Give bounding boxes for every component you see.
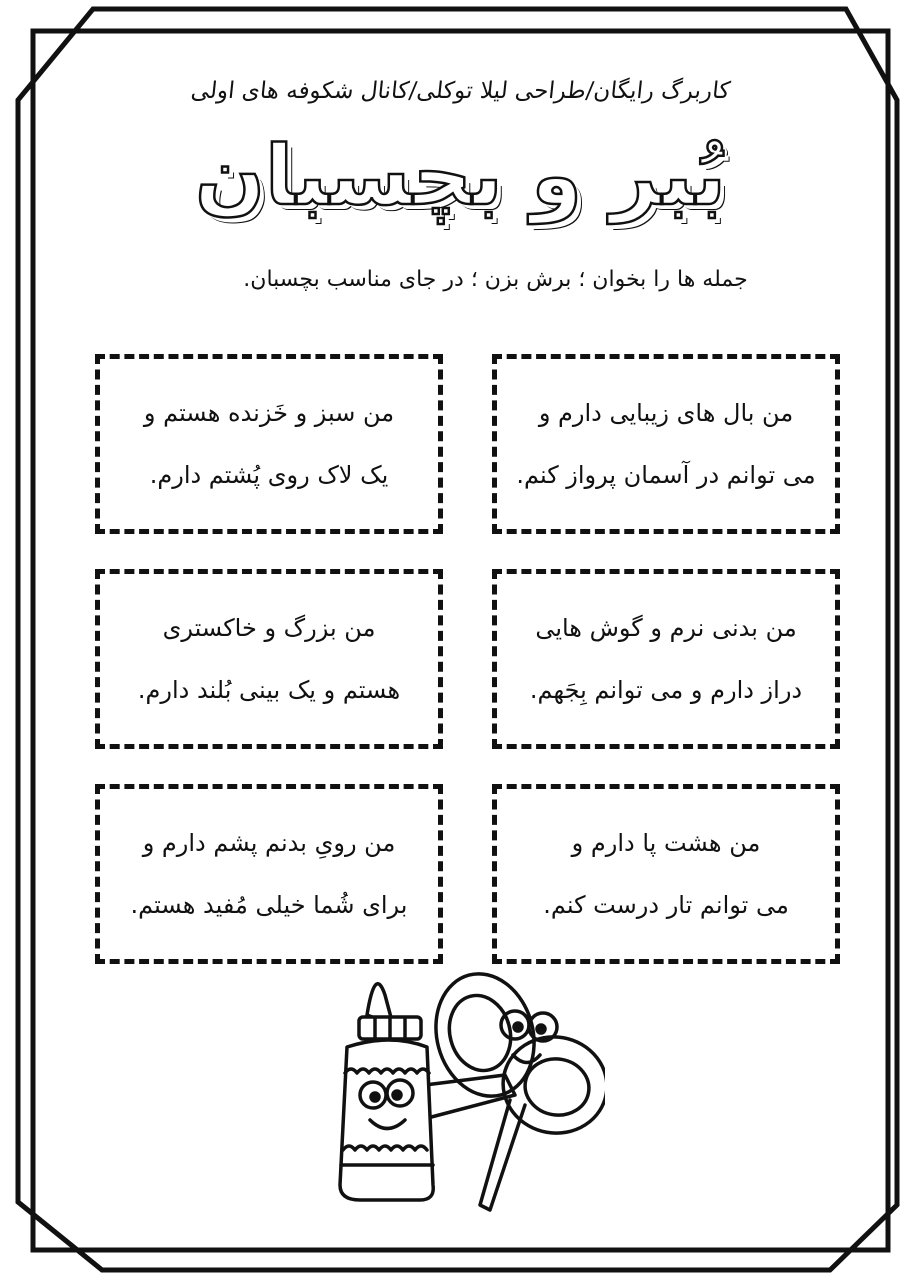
cut-card-turtle [95,354,443,534]
cut-out-cards-grid [95,354,840,966]
instruction-text: جمله ها را بخوان ؛ برش بزن ؛ در جای مناسب بچسبان. [243,267,748,292]
card-line: دراز دارم و می توانم بِجَهم. [529,676,803,704]
glue-and-scissors-illustration [275,955,605,1215]
cut-card-spider [492,784,840,964]
card-line: من سبز و خَزنده هستم و [143,399,395,427]
glue-bottle-icon [340,984,433,1200]
title-area [33,122,888,232]
cut-card-rabbit [492,569,840,749]
card-line: یک لاک روی پُشتم دارم. [149,461,389,489]
card-line: من هشت پا دارم و [571,829,761,857]
card-line: من بدنی نرم و گوش هایی [535,614,797,642]
card-line: من رویِ بدنم پشم دارم و [142,829,396,857]
scissors-icon [420,963,605,1210]
card-line: من بال های زیبایی دارم و [538,399,794,427]
cut-card-sheep [95,784,443,964]
credit-text: کاربرگ رایگان/طراحی لیلا توکلی/کانال شکوفه های اولی [189,78,732,104]
card-line: من بزرگ و خاکستری [162,614,376,642]
page-title: بُبر و بچسبان [195,129,726,224]
card-line: می توانم تار درست کنم. [543,891,789,919]
card-line: برای شُما خیلی مُفید هستم. [130,891,408,919]
cut-card-butterfly [492,354,840,534]
card-line: هستم و یک بینی بُلند دارم. [137,676,401,704]
cut-card-elephant [95,569,443,749]
credit-line [33,78,888,104]
card-line: می توانم در آسمان پرواز کنم. [516,461,816,489]
